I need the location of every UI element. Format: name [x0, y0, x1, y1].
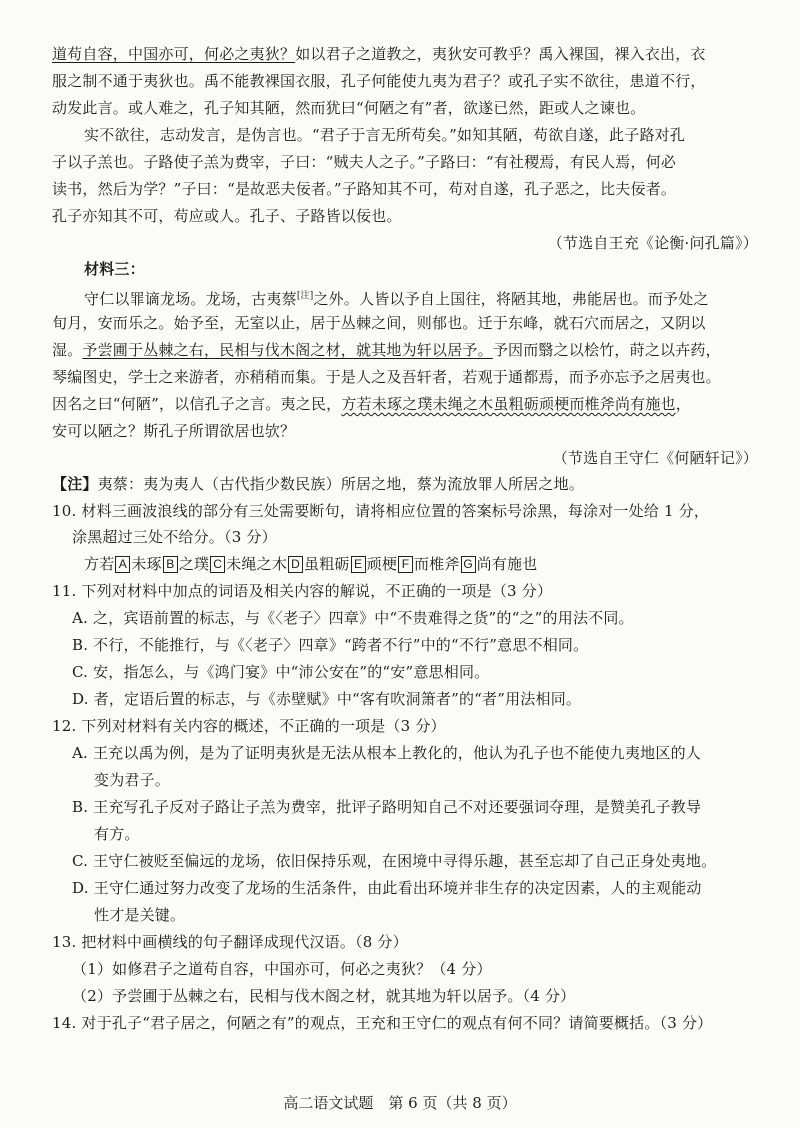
section-heading: 材料三： — [84, 260, 145, 278]
option-d: D. 王守仁通过努力改变了龙场的生活条件，由此看出环境并非生存的决定因素，人的主观能动 — [72, 879, 702, 897]
source-citation: （节选自王守仁《何陋轩记》） — [552, 449, 758, 467]
question-11-stem: 11. 下列对材料中加点的词语及相关内容的解说，不正确的一项是（3 分） — [52, 582, 553, 600]
text-line: 读书，然后为学？”子曰：“是故恶夫佞者。”子路知其不可，苟对自遂，孔子恶之，比夫佞者。 — [52, 180, 677, 198]
sub-question-1: （1）如修君子之道苟自容，中国亦可，何必之夷狄？（4 分） — [72, 960, 492, 978]
sub-question-2: （2）予尝圃于丛棘之右，民相与伐木阁之材，就其地为轩以居予。（4 分） — [72, 987, 576, 1005]
source-citation: （节选自王充《论衡·问孔篇》） — [547, 234, 758, 252]
text-line: 守仁以罪谪龙场。龙场，古夷蔡[注]之外。人皆以予自上国往，将陋其地，弗能居也。而予处之 — [84, 290, 709, 308]
underlined-sentence: 道苟自容，中国亦可，何必之夷狄？ — [52, 45, 296, 63]
answer-box-f[interactable]: F — [398, 556, 413, 573]
note: 【注】夷蔡：夷为夷人（古代指少数民族）所居之地，蔡为流放罪人所居之地。 — [52, 475, 585, 493]
option-b: B. 王充写孔子反对子路让子羔为费宰，批评子路明知自己不对还要强词夺理，是赞美孔子教导 — [72, 798, 702, 816]
option-b: B. 不行，不能推行，与《〈老子〉四章》“跨者不行”中的“不行”意思不相同。 — [72, 636, 589, 654]
answer-box-c[interactable]: C — [210, 556, 225, 573]
text-line: 实不欲往，志动发言，是伪言也。“君子于言无所苟矣。”如知其陋，苟欲自遂，此子路对孔 — [84, 126, 686, 144]
question-13-stem: 13. 把材料中画横线的句子翻译成现代汉语。（8 分） — [52, 933, 408, 951]
text-line: 道苟自容，中国亦可，何必之夷狄？如以君子之道教之，夷狄安可教乎？禹入裸国，裸入衣出，衣 — [52, 45, 706, 63]
note-marker: [注] — [296, 291, 314, 301]
text-line: 子以子羔也。子路使子羔为费宰，子曰：“贼夫人之子。”子路曰：“有社稷焉，有民人焉，何必 — [52, 153, 677, 171]
q10-answer-line: 方若 A 未琢 B 之璞 C 未绳之木 D 虽粗砺 E 顽梗 F 而椎斧 G 尚有施也 — [84, 555, 538, 573]
answer-box-a[interactable]: A — [115, 556, 130, 573]
question-10-stem-cont: 涂黑超过三处不给分。（3 分） — [72, 528, 277, 546]
option-a-cont: 变为君子。 — [94, 771, 171, 789]
text-line: 动发此言。或人难之，孔子知其陋，然而犹曰“何陋之有”者，欲遂已然，距或人之谏也。 — [52, 99, 646, 117]
question-14-stem: 14. 对于孔子“君子居之，何陋之有”的观点，王充和王守仁的观点有何不同？请简要概括。（3 分） — [52, 1014, 713, 1032]
underlined-sentence: 予尝圃于丛棘之右，民相与伐木阁之材，就其地为轩以居予。 — [82, 341, 493, 359]
text-line: 湿。予尝圃于丛棘之右，民相与伐木阁之材，就其地为轩以居予。予因而翳之以桧竹，莳之以卉药， — [52, 341, 721, 359]
text-line: 旬月，安而乐之。始予至，无室以止，居于丛棘之间，则郁也。迁于东峰，就石穴而居之，又阴以 — [52, 314, 706, 332]
text-line: 因名之曰“何陋”，以信孔子之言。夷之民，方若未琢之璞未绳之木虽粗砺顽梗而椎斧尚有施也， — [52, 395, 691, 413]
option-a: A. 之，宾语前置的标志，与《〈老子〉四章》中“不贵难得之货”的“之”的用法不同。 — [72, 609, 634, 627]
wavy-underlined-sentence: 方若未琢之璞未绳之木虽粗砺顽梗而椎斧尚有施也 — [341, 395, 676, 413]
option-c: C. 安，指怎么，与《鸿门宴》中“沛公安在”的“安”意思相同。 — [72, 663, 490, 681]
answer-box-e[interactable]: E — [351, 556, 366, 573]
answer-box-d[interactable]: D — [288, 556, 303, 573]
text-line: 服之制不通于夷狄也。禹不能教裸国衣服，孔子何能使九夷为君子？或孔子实不欲往，患道不行， — [52, 72, 706, 90]
option-c: C. 王守仁被贬至偏远的龙场，依旧保持乐观，在困境中寻得乐趣，甚至忘却了自己正身处夷地。 — [72, 852, 717, 870]
question-10-stem: 10. 材料三画波浪线的部分有三处需要断句，请将相应位置的答案标号涂黑，每涂对一处给 1 分， — [52, 502, 710, 520]
question-12-stem: 12. 下列对材料有关内容的概述，不正确的一项是（3 分） — [52, 717, 446, 735]
option-d-cont: 性才是关键。 — [94, 906, 186, 924]
text-line: 琴编图史，学士之来游者，亦稍稍而集。于是人之及吾轩者，若观于通都焉，而予亦忘予之居夷也。 — [52, 368, 721, 386]
text-line: 安可以陋之？斯孔子所谓欲居也欤？ — [52, 422, 296, 440]
option-b-cont: 有方。 — [94, 825, 140, 843]
option-a: A. 王充以禹为例，是为了证明夷狄是无法从根本上教化的，他认为孔子也不能使九夷地区的人 — [72, 744, 701, 762]
text-line: 孔子亦知其不可，苟应或人。孔子、子路皆以佞也。 — [52, 207, 402, 225]
page-footer: 高二语文试题 第 6 页（共 8 页） — [283, 1094, 517, 1112]
option-d: D. 者，定语后置的标志，与《赤壁赋》中“客有吹洞箫者”的“者”用法相同。 — [72, 690, 582, 708]
answer-box-g[interactable]: G — [461, 556, 476, 573]
answer-box-b[interactable]: B — [163, 556, 178, 573]
